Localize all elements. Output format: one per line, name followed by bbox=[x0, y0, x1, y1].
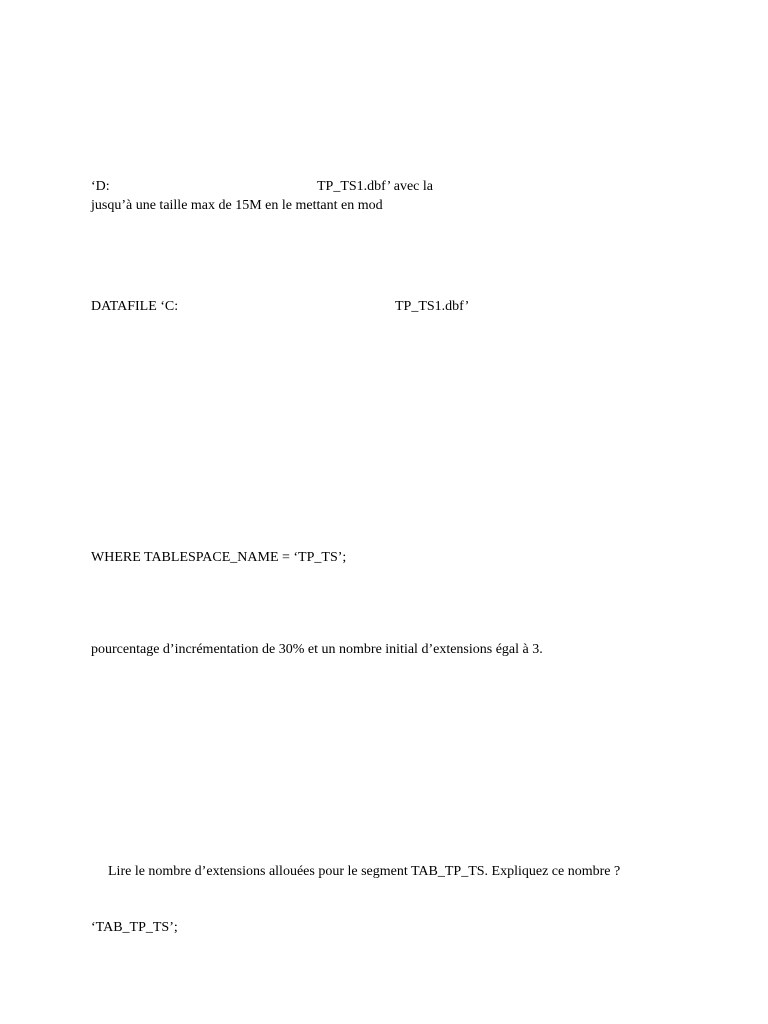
text-line-6: Lire le nombre d’extensions allouées pour le segment TAB_TP_TS. Expliquez ce nombre ? bbox=[108, 864, 621, 879]
text-line-2: jusqu’à une taille max de 15M en le mettant en mod bbox=[91, 198, 383, 213]
text-line-3-right: TP_TS1.dbf’ bbox=[395, 299, 470, 314]
text-line-5: pourcentage d’incrémentation de 30% et un nombre initial d’extensions égal à 3. bbox=[91, 642, 543, 657]
text-line-7: ‘TAB_TP_TS’; bbox=[91, 920, 178, 935]
text-line-1-right: TP_TS1.dbf’ avec la bbox=[317, 179, 433, 194]
text-line-4: WHERE TABLESPACE_NAME = ‘TP_TS’; bbox=[91, 550, 347, 565]
text-line-1-left: ‘D: bbox=[91, 179, 110, 194]
text-line-3-left: DATAFILE ‘C: bbox=[91, 299, 179, 314]
